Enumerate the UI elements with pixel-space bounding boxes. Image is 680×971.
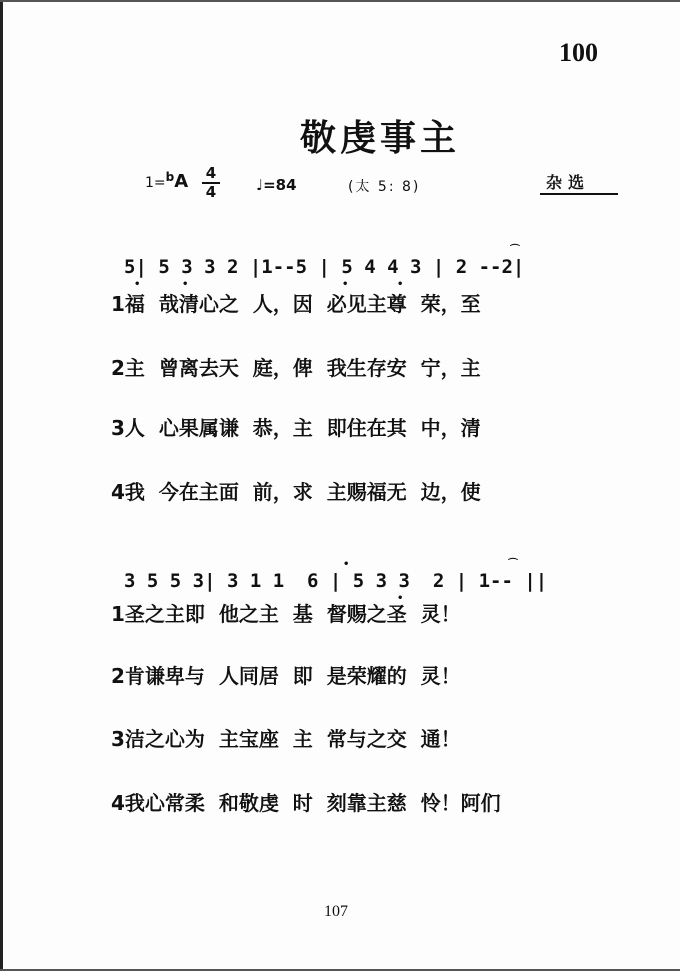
- lyric-line: 3人 心果属谦 恭，主 即住在其 中，清: [111, 416, 481, 440]
- lyric-line: 2主 曾离去天 庭，俾 我生存安 宁，主: [111, 356, 481, 380]
- key-letter: A: [174, 171, 189, 192]
- key-flat: b: [165, 170, 175, 184]
- lyric-line: 2肯谦卑与 人同居 即 是荣耀的 灵！: [111, 664, 461, 688]
- notation-line-2: 3 5 5 3| 3 1 1 6 | 5 3 3 2 | 1-- ||: [124, 570, 548, 592]
- lower-octave-dot: •: [342, 279, 349, 290]
- lyric-line: 3洁之心为 主宝座 主 常与之交 通！: [111, 727, 461, 751]
- lyric-line: 1圣之主即 他之主 基 督赐之圣 灵！: [111, 602, 461, 626]
- lyric-line: 4我心常柔 和敬虔 时 刻靠主慈 怜！阿们: [111, 791, 501, 815]
- lower-octave-dot: •: [397, 593, 404, 604]
- time-signature: [202, 166, 220, 200]
- page-border-left: [0, 0, 3, 971]
- lower-octave-dot: •: [134, 279, 141, 290]
- page-number: 107: [324, 903, 348, 920]
- notation-line-1: 5| 5 3 3 2 |1--5 | 5 4 4 3 | 2 --2|: [124, 256, 525, 278]
- lower-octave-dot: •: [182, 279, 189, 290]
- lower-octave-dot: •: [343, 559, 350, 570]
- hymn-title: 敬虔事主: [300, 118, 461, 159]
- page-border-top: [0, 0, 680, 2]
- key-prefix: 1=: [145, 175, 166, 191]
- source-underline: [540, 193, 618, 195]
- fermata-mark: ⌒: [508, 559, 518, 570]
- lyric-line: 1福 哉清心之 人，因 必见主尊 荣，至: [111, 292, 481, 316]
- source-attribution: 杂选: [546, 173, 591, 192]
- tempo-marking: ♩=84: [256, 176, 297, 194]
- hymn-number: 100: [559, 38, 598, 67]
- key-signature: [145, 170, 188, 192]
- lyric-line: 4我 今在主面 前，求 主赐福无 边，使: [111, 480, 481, 504]
- lower-octave-dot: •: [397, 279, 404, 290]
- time-signature-bottom: 4: [205, 182, 217, 201]
- scripture-reference: (太 5: 8): [348, 179, 421, 195]
- time-signature-top: 4: [205, 164, 217, 182]
- fermata-mark: ⌒: [510, 245, 520, 256]
